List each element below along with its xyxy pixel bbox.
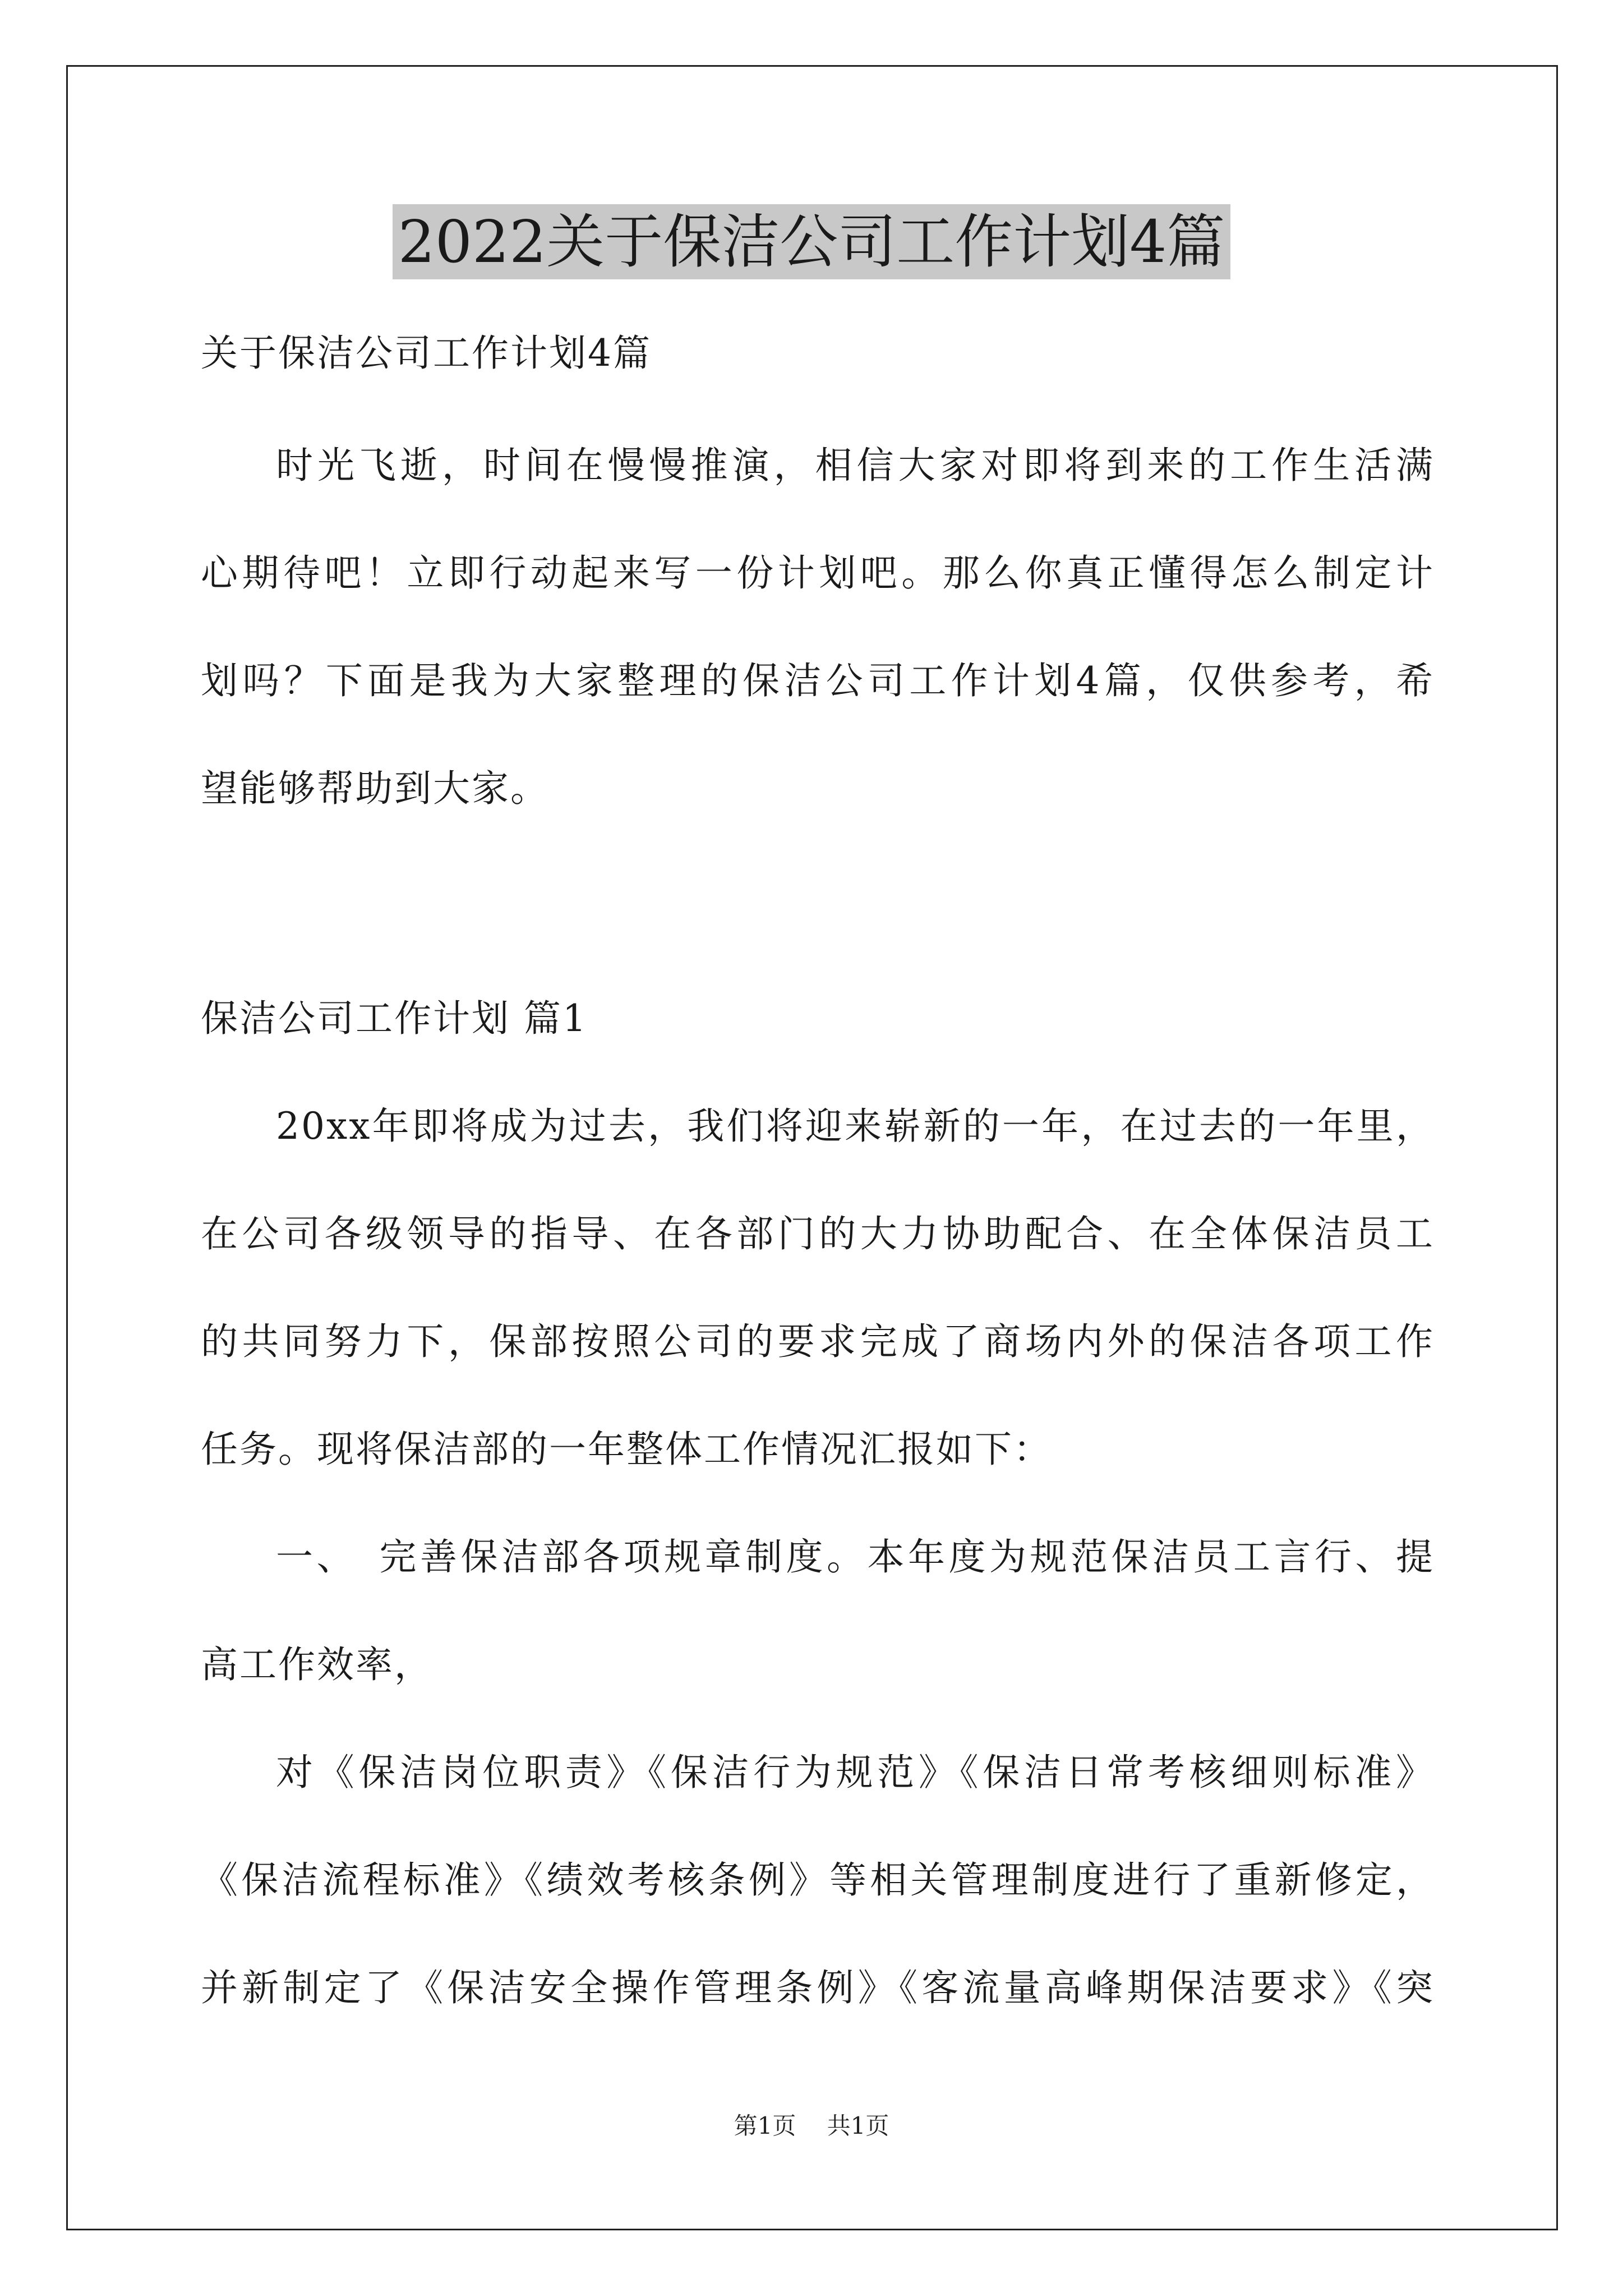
document-title-text: 2022关于保洁公司工作计划4篇	[393, 204, 1231, 279]
document-title	[0, 200, 1623, 284]
intro-line-4: 望能够帮助到大家。	[201, 767, 549, 810]
section-line-5: 一、 完善保洁部各项规章制度。本年度为规范保洁员工言行、提	[276, 1535, 1435, 1579]
section-line-6: 高工作效率，	[201, 1643, 433, 1686]
section-line-2: 在公司各级领导的指导、在各部门的大力协助配合、在全体保洁员工	[201, 1212, 1435, 1255]
intro-line-3: 划吗？下面是我为大家整理的保洁公司工作计划4篇，仅供参考，希	[201, 659, 1435, 702]
intro-line-1: 时光飞逝，时间在慢慢推演，相信大家对即将到来的工作生活满	[276, 444, 1435, 487]
document-subtitle: 关于保洁公司工作计划4篇	[201, 332, 652, 375]
section-line-1: 20xx年即将成为过去，我们将迎来崭新的一年，在过去的一年里，	[276, 1105, 1435, 1148]
section-line-8: 《保洁流程标准》《绩效考核条例》等相关管理制度进行了重新修定，	[201, 1858, 1435, 1902]
section-line-3: 的共同努力下，保部按照公司的要求完成了商场内外的保洁各项工作	[201, 1320, 1435, 1363]
section-heading: 保洁公司工作计划 篇1	[201, 997, 588, 1040]
page-footer: 第1页 共1页	[734, 2112, 889, 2139]
section-line-9: 并新制定了《保洁安全操作管理条例》《客流量高峰期保洁要求》《突	[201, 1966, 1435, 2009]
section-line-7: 对《保洁岗位职责》《保洁行为规范》《保洁日常考核细则标准》	[276, 1751, 1435, 1794]
intro-line-2: 心期待吧！立即行动起来写一份计划吧。那么你真正懂得怎么制定计	[201, 551, 1435, 595]
section-line-4: 任务。现将保洁部的一年整体工作情况汇报如下：	[201, 1428, 1052, 1471]
